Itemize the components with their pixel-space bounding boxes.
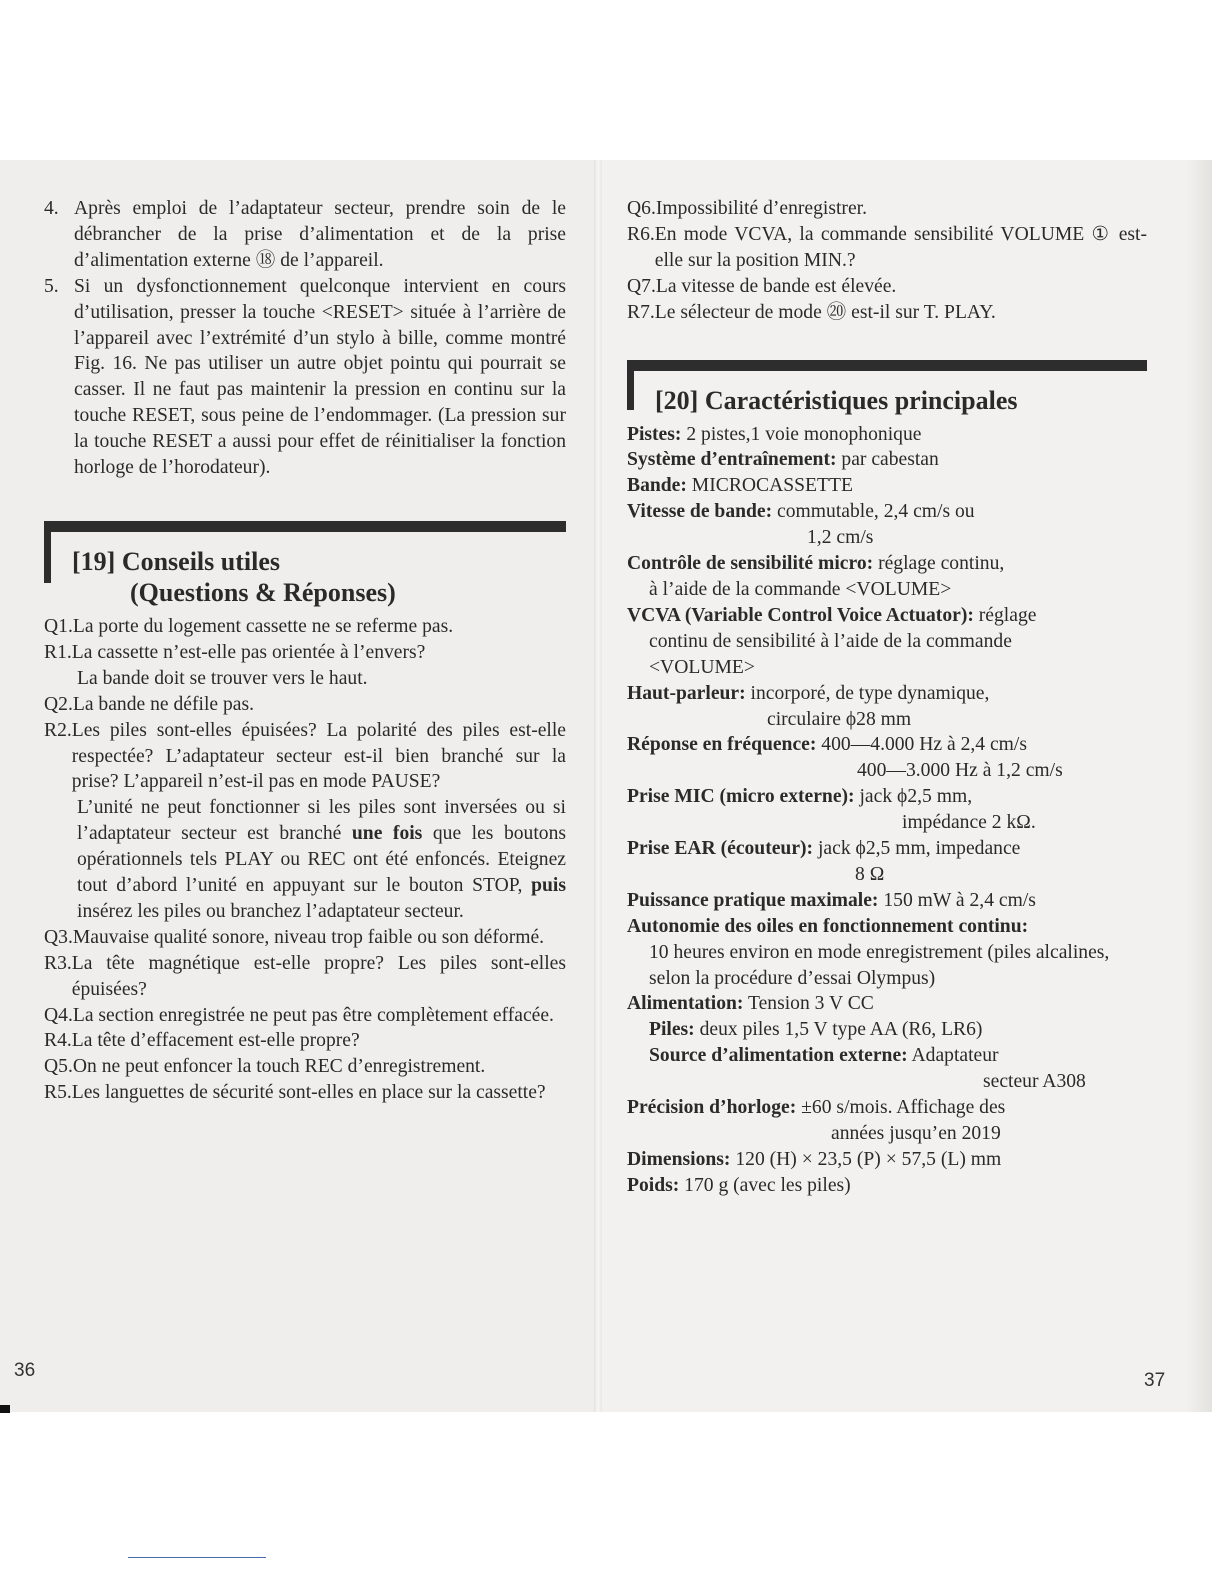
qa-text: La tête d’effacement est-elle propre? xyxy=(71,1030,360,1052)
spec-vcva xyxy=(627,603,1147,629)
qa-text: La bande ne défile pas. xyxy=(72,693,255,715)
spec-label: Piles: xyxy=(649,1019,695,1041)
item-number: 5. xyxy=(44,275,59,297)
spec-value: jack ϕ2,5 mm, xyxy=(859,786,973,808)
spec-value: Tension 3 V CC xyxy=(748,993,874,1015)
list-item xyxy=(44,274,566,481)
qa-key: R1. xyxy=(44,641,72,663)
qa-key: R3. xyxy=(44,952,72,974)
spec-value: 2 pistes,1 voie monophonique xyxy=(686,423,922,445)
qa-text: Impossibilité d’enregistrer. xyxy=(655,198,867,219)
spec-horloge xyxy=(627,1095,1147,1121)
answer-r2 xyxy=(44,718,566,796)
item-text: Si un dysfonctionnement quelconque intervient en cours d’utilisation, presser la touche <RESET> située à l’arrière de l’appareil avec l’extrémité d’un stylo à bille, comme montré Fig. 16. Ne pas utiliser un autre objet pointu qui pourrait se casser. Il ne faut pas maintenir la pression en continu sur la touche RESET, sous peine de l’endommager. (La pression sur la touche RESET a aussi pour effet de réinitialiser la fonction horloge de l’horodateur). xyxy=(74,275,566,479)
answer-r6 xyxy=(627,222,1147,274)
qa-text: En mode VCVA, la commande sensibilité VOLUME ① est-elle sur la position MIN.? xyxy=(654,223,1147,271)
answer-r2-note xyxy=(44,795,566,925)
spec-label: Puissance pratique maximale: xyxy=(627,889,879,911)
note-emphasis: une fois xyxy=(351,823,423,845)
qa-text: La vitesse de bande est élevée. xyxy=(655,275,897,297)
answer-r3 xyxy=(44,951,566,1003)
spec-value: 170 g (avec les piles) xyxy=(684,1174,851,1196)
qa-text: On ne peut enfoncer la touch REC d’enregistrement. xyxy=(72,1056,486,1078)
spec-vitesse-cont: 1,2 cm/s xyxy=(807,527,874,549)
spec-value: jack ϕ2,5 mm, impedance xyxy=(817,838,1021,860)
item-text: Après emploi de l’adaptateur secteur, prendre soin de le débrancher de la prise d’alimentation et de la prise d’alimentation externe ⑱ de l’appareil. xyxy=(74,198,566,271)
spec-pistes xyxy=(627,422,1147,448)
spec-label: Prise MIC (micro externe): xyxy=(627,786,855,808)
spec-poids xyxy=(627,1173,1147,1199)
section-title-line1: [19] Conseils utiles xyxy=(72,546,280,576)
qa-key: Q5. xyxy=(44,1056,73,1078)
spec-value: deux piles 1,5 V type AA (R6, LR6) xyxy=(699,1019,983,1041)
spec-autonomie xyxy=(627,914,1147,940)
qa-key: Q2. xyxy=(44,693,73,715)
spec-alimentation xyxy=(627,991,1147,1017)
page-number-right: 37 xyxy=(1144,1370,1166,1391)
answer-r1-continued: La bande doit se trouver vers le haut. xyxy=(77,667,368,689)
spec-entrainement xyxy=(627,447,1147,473)
spec-piles xyxy=(627,1017,1147,1043)
booklet-spread xyxy=(0,160,1212,1412)
page-edge-shadow xyxy=(1186,160,1212,1412)
spec-value: par cabestan xyxy=(841,449,939,471)
question-q3 xyxy=(44,925,566,951)
spec-autonomie-value: 10 heures environ en mode enregistrement (piles alcalines, selon la procédure d’essai Olympus) xyxy=(649,941,1110,989)
question-q7 xyxy=(627,274,1147,300)
spec-value: réglage xyxy=(978,604,1037,626)
qa-text: La cassette n’est-elle pas orientée à l’envers? xyxy=(71,641,426,663)
spec-dimensions xyxy=(627,1147,1147,1173)
spec-frequence xyxy=(627,732,1147,758)
qa-text: La porte du logement cassette ne se referme pas. xyxy=(72,615,454,637)
spec-label: VCVA (Variable Control Voice Actuator): xyxy=(627,604,974,626)
spec-mic xyxy=(627,784,1147,810)
qa-key: R2. xyxy=(44,719,72,741)
qa-key: R7. xyxy=(627,301,655,323)
spec-value: Adaptateur xyxy=(911,1045,999,1067)
spec-source-cont: secteur A308 xyxy=(983,1071,1086,1093)
spec-label: Haut-parleur: xyxy=(627,682,746,704)
note-text: L’unité ne peut fonctionner si les piles sont inversées ou si l’adaptateur secteur est branché xyxy=(77,797,566,845)
spec-horloge-cont: années jusqu’en 2019 xyxy=(831,1123,1001,1144)
spec-vcva-cont: continu de sensibilité à l’aide de la commande xyxy=(649,630,1012,652)
spec-source xyxy=(627,1043,1147,1069)
spec-label: Pistes: xyxy=(627,423,682,445)
qa-key: Q3. xyxy=(44,926,73,948)
spec-value: commutable, 2,4 cm/s ou xyxy=(777,501,975,523)
spec-bande xyxy=(627,473,1147,499)
spec-value: 120 (H) × 23,5 (P) × 57,5 (L) mm xyxy=(735,1148,1002,1170)
note-text: que les boutons opérationnels tels PLAY ou REC ont été enfoncés. Eteignez tout d’abord l’unité en appuyant sur le bouton STOP, xyxy=(77,823,566,897)
spec-ear xyxy=(627,836,1147,862)
qa-text: Le sélecteur de mode ⑳ est-il sur T. PLAY. xyxy=(654,301,996,323)
spec-label: Prise EAR (écouteur): xyxy=(627,838,814,860)
spec-haut-parleur xyxy=(627,681,1147,707)
spec-value: ±60 s/mois. Affichage des xyxy=(801,1097,1006,1119)
spec-label: Réponse en fréquence: xyxy=(627,734,817,756)
spec-label: Précision d’horloge: xyxy=(627,1097,797,1119)
section-19-heading xyxy=(44,521,566,608)
qa-text: Mauvaise qualité sonore, niveau trop faible ou son déformé. xyxy=(72,926,545,948)
qa-text: La section enregistrée ne peut pas être complètement effacée. xyxy=(72,1004,554,1026)
qa-key: Q4. xyxy=(44,1004,73,1026)
note-text: insérez les piles ou branchez l’adaptateur secteur. xyxy=(77,900,464,922)
left-column xyxy=(44,196,566,1106)
question-q6 xyxy=(627,196,1147,222)
section-title-line2: (Questions & Réponses) xyxy=(130,577,396,607)
spec-mic-cont: impédance 2 kΩ. xyxy=(902,812,1036,834)
spec-value: réglage continu, xyxy=(878,553,1005,575)
qa-key: Q1. xyxy=(44,615,73,637)
spec-value: 150 mW à 2,4 cm/s xyxy=(883,889,1036,911)
spec-label: Alimentation: xyxy=(627,993,744,1015)
spec-micro-cont: à l’aide de la commande <VOLUME> xyxy=(649,578,952,600)
section-20-heading xyxy=(627,360,1147,416)
section-title: [20] Caractéristiques principales xyxy=(655,385,1018,415)
heading-bar xyxy=(627,360,1147,371)
item-number: 4. xyxy=(44,198,59,219)
specs-list xyxy=(627,422,1147,1199)
spec-value: 400—4.000 Hz à 2,4 cm/s xyxy=(821,734,1027,756)
qa-text: Les piles sont-elles épuisées? La polarité des piles est-elle respectée? L’adaptateur secteur est-il bien branché sur la prise? L’appareil n’est-il pas en mode PAUSE? xyxy=(71,719,566,793)
question-q4 xyxy=(44,1003,566,1029)
question-q2 xyxy=(44,692,566,718)
spec-vitesse xyxy=(627,499,1147,525)
spec-label: Autonomie des oiles en fonctionnement continu: xyxy=(627,915,1029,937)
heading-side-bar xyxy=(627,360,634,410)
spec-vcva-cont2: <VOLUME> xyxy=(649,656,755,678)
section-title xyxy=(44,532,566,608)
qa-text: Les languettes de sécurité sont-elles en place sur la cassette? xyxy=(71,1082,546,1104)
answer-r7 xyxy=(627,300,1147,326)
list-item xyxy=(44,196,566,274)
spec-label: Vitesse de bande: xyxy=(627,501,773,523)
spec-ear-cont: 8 Ω xyxy=(855,863,885,885)
scan-mark xyxy=(0,1405,10,1413)
spec-label: Contrôle de sensibilité micro: xyxy=(627,553,874,575)
qa-key: Q7. xyxy=(627,275,656,297)
spec-label: Source d’alimentation externe: xyxy=(649,1045,908,1067)
spec-value: incorporé, de type dynamique, xyxy=(750,682,990,704)
qa-key: R4. xyxy=(44,1030,72,1052)
spec-value: MICROCASSETTE xyxy=(691,475,853,497)
heading-side-bar xyxy=(44,521,51,583)
question-q1 xyxy=(44,614,566,640)
page-gutter xyxy=(594,160,602,1412)
spec-micro xyxy=(627,551,1147,577)
qa-text: La tête magnétique est-elle propre? Les piles sont-elles épuisées? xyxy=(71,952,566,1000)
answer-r1 xyxy=(44,640,566,666)
heading-bar xyxy=(44,521,566,532)
qa-key: R5. xyxy=(44,1082,72,1104)
qa-key: R6. xyxy=(627,223,655,245)
answer-r4 xyxy=(44,1028,566,1054)
right-column xyxy=(627,196,1147,1199)
spec-label: Système d’entraînement: xyxy=(627,449,837,471)
note-emphasis: puis xyxy=(531,875,566,897)
scan-blue-line xyxy=(128,1557,266,1558)
spec-puissance xyxy=(627,888,1147,914)
question-q5 xyxy=(44,1054,566,1080)
page-number-left: 36 xyxy=(14,1360,36,1381)
spec-frequence-cont: 400—3.000 Hz à 1,2 cm/s xyxy=(857,760,1063,782)
spec-label: Poids: xyxy=(627,1174,680,1196)
answer-r5 xyxy=(44,1080,566,1106)
spec-haut-parleur-cont: circulaire ϕ28 mm xyxy=(767,708,912,730)
spec-label: Dimensions: xyxy=(627,1148,731,1170)
qa-key: Q6. xyxy=(627,198,656,219)
spec-label: Bande: xyxy=(627,475,687,497)
